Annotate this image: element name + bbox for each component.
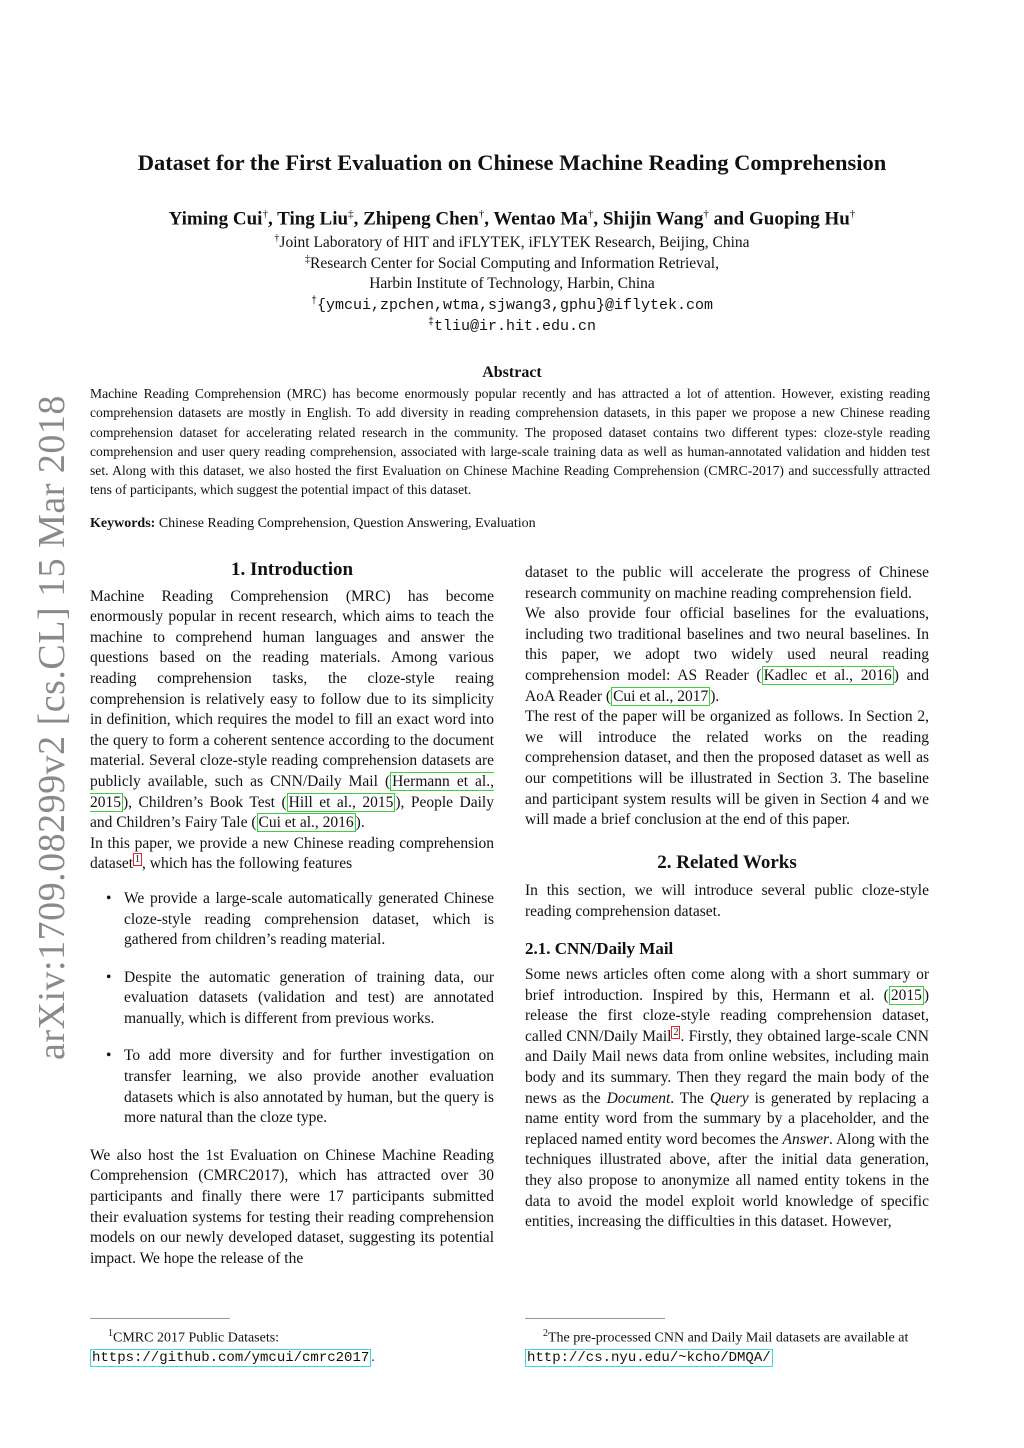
footnote-ref-1[interactable]: 1 <box>135 854 141 866</box>
author-affiliation-mark: † <box>703 208 709 220</box>
list-item: • We provide a large-scale automatically generated Chinese cloze-style reading comprehension dataset, which is gathered from children’s reading material. <box>90 889 494 951</box>
footnote-end: . <box>371 1349 375 1365</box>
emphasis-query: Query <box>709 1089 749 1107</box>
author-name: Yiming Cui <box>168 208 263 230</box>
email-text: tliu@ir.hit.edu.cn <box>433 318 597 335</box>
author-list <box>0 208 1024 230</box>
related-paragraph-1: In this section, we will introduce several public cloze-style reading comprehension dataset. <box>525 882 929 920</box>
author-separator: , <box>353 208 364 230</box>
affiliation-2b: Harbin Institute of Technology, Harbin, China <box>369 275 655 292</box>
author-name: Zhipeng Chen <box>363 208 479 230</box>
text: is generated by replacing a name entity word from the summary by a placeholder, and the replaced named entity word becomes the <box>525 1089 930 1148</box>
text: ) and AoA Reader ( <box>525 666 929 705</box>
author-name: Ting Liu <box>277 208 349 230</box>
intro-paragraph-3: We also host the 1st Evaluation on Chinese Machine Reading Comprehension (CMRC2017), which has attracted over 30 participants and finally there were 17 participants submitted their evaluation systems for testing their reading comprehension models on our newly developed dataset, suggesting its potential impact. We hope the release of the <box>90 1146 494 1267</box>
footnote-text: CMRC 2017 Public Datasets: <box>113 1330 280 1346</box>
footnote-number: 1 <box>108 1328 113 1339</box>
footnote-2 <box>525 1324 935 1368</box>
text: . The <box>670 1089 710 1107</box>
intro-paragraph-5 <box>525 604 929 707</box>
text: ). <box>710 687 720 705</box>
affiliation-1 <box>0 233 1024 252</box>
citation-hill-2015[interactable]: Hill et al., 2015 <box>288 793 394 811</box>
author-separator: , <box>484 208 494 230</box>
affiliation-mark: ‡ <box>427 317 434 328</box>
text: Some news articles often come along with a short summary or brief introduction. Inspired by this, Hermann et al. ( <box>525 966 929 1004</box>
intro-paragraph-1 <box>90 587 494 834</box>
feature-list <box>90 889 494 1129</box>
intro-paragraph-6: The rest of the paper will be organized as follows. In Section 2, we will introduce the related works on the reading comprehension dataset, and then the proposed dataset as well as our competitions will be illustrated in Section 3. The baseline and participant system results will be given in Section 4 and we will made a brief conclusion at the end of this paper. <box>525 708 929 829</box>
footnote-rule-right <box>525 1318 665 1319</box>
author-name: Wentao Ma <box>493 208 588 230</box>
author-affiliation-mark: † <box>478 208 485 220</box>
citation-kadlec-2016[interactable]: Kadlec et al., 2016 <box>763 666 892 684</box>
footnote-text: The pre-processed CNN and Daily Mail datasets are available at <box>548 1330 909 1346</box>
footnote-1 <box>90 1324 494 1368</box>
text: In this paper, we provide a new Chinese reading comprehension dataset <box>90 834 494 873</box>
emphasis-answer: Answer <box>782 1130 830 1148</box>
email-line-1 <box>0 296 1024 314</box>
keywords-label: Keywords: <box>90 516 156 531</box>
right-column <box>525 563 929 1233</box>
abstract-body: Machine Reading Comprehension (MRC) has become enormously popular recently and has attracted a lot of attention. However, existing reading comprehension datasets are mostly in English. To add diversity in reading comprehension datasets, in this paper we propose a new Chinese reading comprehension dataset for accelerating related research in the community. The proposed dataset contains two different types: cloze-style reading comprehension and user query reading comprehension, associated with large-scale training data as well as human-annotated validation and hidden test set. Along with this dataset, we also hosted the first Evaluation on Chinese Machine Reading Comprehension (CMRC-2017) and successfully attracted tens of participants, which suggest the potential impact of this dataset. <box>90 386 930 498</box>
email-line-2 <box>0 317 1024 335</box>
emphasis-document: Document <box>606 1089 671 1107</box>
section-heading-related-works: 2. Related Works <box>657 851 797 873</box>
text: ), Children’s Book Test ( <box>123 793 287 811</box>
intro-paragraph-4: dataset to the public will accelerate the progress of Chinese research community on machine reading comprehension field. <box>525 564 929 602</box>
affiliation-mark: † <box>274 233 280 244</box>
citation-cui-2016[interactable]: Cui et al., 2016 <box>258 814 354 832</box>
author-separator: , <box>593 208 603 230</box>
related-paragraph-2 <box>525 965 929 1233</box>
section-heading-introduction: 1. Introduction <box>230 559 354 580</box>
subsection-heading-cnn-daily-mail: 2.1. CNN/Daily Mail <box>525 938 674 958</box>
keywords <box>90 516 930 532</box>
affiliation-2 <box>0 254 1024 273</box>
affiliation-text: Joint Laboratory of HIT and iFLYTEK, iFLYTEK Research, Beijing, China <box>279 234 750 252</box>
text: We also provide four official baselines for the evaluations, including two traditional baselines and two neural baselines. In this paper, we adopt two widely used neural reading comprehension model: AS Reader ( <box>525 605 929 684</box>
citation-2015[interactable]: 2015 <box>890 986 922 1004</box>
author-affiliation-mark: † <box>587 208 594 220</box>
text: Machine Reading Comprehension (MRC) has become enormously popular in recent research, which aims to teach the machine to comprehend human languages and answer the questions based on the reading materials. Among various reading comprehension tasks, the cloze-style reaing comprehension is relatively easy to follow due to its simplicity in definition, which requires the model to fill an exact word into the query to form a coherent sentence according to the document material. Several cloze-style reading comprehension datasets are publicly available, such as CNN/Daily Mail ( <box>90 587 494 790</box>
footnote-number: 2 <box>543 1328 548 1339</box>
footnote-ref-2[interactable]: 2 <box>673 1026 679 1038</box>
text: . Firstly, they obtained large-scale CNN and Daily Mail news data from online websites, including main body and its summary. Then they regard the main body of the news as the <box>525 1027 929 1107</box>
intro-paragraph-2 <box>90 834 494 875</box>
author-name: Guoping Hu <box>748 208 850 230</box>
text: ). <box>355 814 365 832</box>
citation-cui-2017[interactable]: Cui et al., 2017 <box>613 687 709 705</box>
author-affiliation-mark: ‡ <box>348 208 354 220</box>
text: , which has the following features <box>142 855 353 873</box>
paper-title: Dataset for the First Evaluation on Chinese Machine Reading Comprehension <box>137 150 887 175</box>
citation-hermann-2015[interactable]: Hermann et al., 2015 <box>90 772 494 811</box>
left-column <box>90 560 494 1269</box>
list-item: • To add more diversity and for further investigation on transfer learning, we also provide another evaluation datasets which is also annotated by human, but the query is more natural than the cloze type. <box>90 1046 494 1128</box>
author-name: Shijin Wang <box>602 208 704 230</box>
email-text: {ymcui,zpchen,wtma,sjwang3,gphu}@iflytek.com <box>316 297 714 314</box>
author-affiliation-mark: † <box>262 208 268 220</box>
text: ) release the first cloze-style reading comprehension dataset, called CNN/Daily Mail <box>525 986 929 1045</box>
author-affiliation-mark: † <box>849 208 856 220</box>
keywords-text: Chinese Reading Comprehension, Question Answering, Evaluation <box>155 516 536 531</box>
footnote-link-github[interactable]: https://github.com/ymcui/cmrc2017 <box>92 1349 370 1366</box>
text: . Along with the techniques illustrated above, after the initial data generation, they also propose to anonymize all named entity tokens in the data to avoid the model exploit world knowledge of specific entities, increasing the difficulties in this dataset. However, <box>525 1130 929 1231</box>
author-separator: and <box>708 208 749 230</box>
footnote-rule-left <box>90 1318 230 1319</box>
affiliation-text: Research Center for Social Computing and Information Retrieval, <box>310 255 719 273</box>
text: ), People Daily and Children’s Fairy Tale ( <box>90 793 494 832</box>
affiliation-mark: † <box>310 296 317 307</box>
affiliation-mark: ‡ <box>305 254 311 265</box>
arxiv-identifier: arXiv:1709.08299v2 [cs.CL] 15 Mar 2018 <box>31 395 73 1060</box>
author-separator: , <box>267 208 278 230</box>
abstract-heading: Abstract <box>482 364 542 381</box>
list-item: • Despite the automatic generation of training data, our evaluation datasets (validation and test) are annotated manually, which is different from previous works. <box>90 968 494 1030</box>
footnote-link-nyu[interactable]: http://cs.nyu.edu/~kcho/DMQA/ <box>527 1349 771 1366</box>
